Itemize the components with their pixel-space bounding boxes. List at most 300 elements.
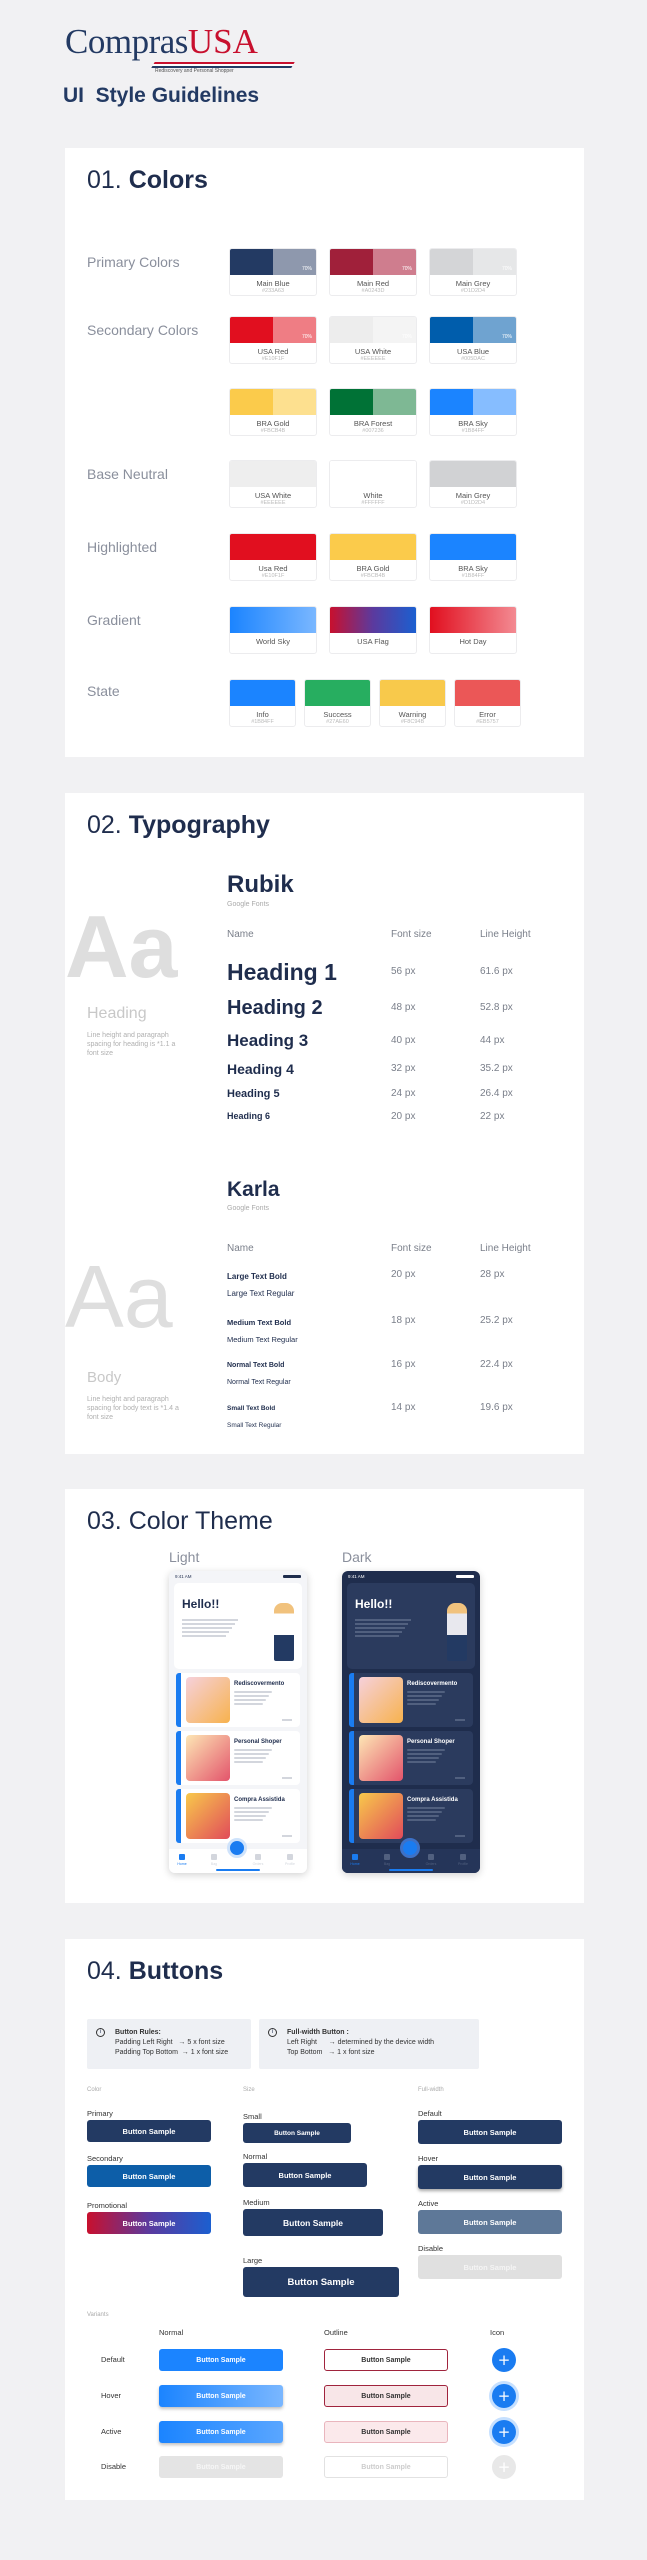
heading-sample-4: Heading 4 (227, 1061, 294, 1077)
theme-dark-label: Dark (342, 1549, 372, 1565)
brand-logo (65, 22, 258, 74)
page-title: UI Style Guidelines (63, 84, 260, 107)
nav-icon[interactable] (179, 1854, 185, 1860)
theme-card (65, 1489, 584, 1903)
col-size: Font size (391, 929, 432, 940)
swatch-name: Success (323, 710, 352, 719)
menu-card-title: Rediscovermento (234, 1681, 285, 1687)
menu-card-line (407, 1811, 442, 1813)
hero-text-line (355, 1623, 408, 1625)
swatch-name: USA Flag (357, 637, 389, 646)
colors-num: 01. (87, 166, 122, 194)
menu-card-line (234, 1699, 266, 1701)
body-regular-sample: Large Text Regular (227, 1289, 295, 1298)
swatch-color-bar (230, 607, 316, 633)
body-lineheight: 25.2 px (480, 1315, 513, 1326)
fullwidth-button-default[interactable]: Button Sample (418, 2120, 562, 2144)
swatch-color-bar (430, 534, 516, 560)
menu-card-arrow (282, 1835, 292, 1837)
menu-card-arrow (455, 1835, 465, 1837)
swatch-hex: #FBCB4B (260, 428, 286, 434)
hero-text-line (182, 1623, 235, 1625)
color-swatch (229, 388, 317, 436)
swatch-name: Main Blue (256, 279, 290, 288)
buttons-card (65, 1939, 584, 2500)
color-swatch (329, 460, 417, 508)
hero-text-line (182, 1635, 226, 1637)
color-swatch (329, 316, 417, 364)
color-swatch (429, 248, 517, 296)
variant-normal-button[interactable]: Button Sample (159, 2421, 283, 2443)
button-medium[interactable]: Button Sample (243, 2209, 383, 2236)
karla-font-name: Karla (227, 1178, 280, 1201)
menu-card-title: Rediscovermento (407, 1681, 458, 1687)
variant-normal-header: Normal (159, 2328, 184, 2337)
swatch-tone (230, 534, 316, 560)
variant-normal-button[interactable]: Button Sample (159, 2349, 283, 2371)
heading-lineheight: 22 px (480, 1111, 505, 1122)
swatch-color-bar (230, 389, 316, 415)
nav-icon[interactable] (211, 1854, 217, 1860)
shopper-illustration (274, 1603, 294, 1661)
hero-text-line (355, 1619, 411, 1621)
heading-size: 20 px (391, 1111, 416, 1122)
swatch-hex: #233A63 (261, 288, 285, 294)
menu-card-illustration (359, 1677, 403, 1723)
body-lineheight: 22.4 px (480, 1359, 513, 1370)
fullwidth-state-label: Default (418, 2109, 442, 2118)
theme-num: 03. (87, 1507, 122, 1535)
swatch-name: USA Blue (456, 347, 490, 356)
menu-card-line (407, 1753, 442, 1755)
swatch-tone (330, 389, 373, 415)
karla-source: Google Fonts (227, 1205, 270, 1212)
color-row-label: Primary Colors (87, 254, 180, 270)
swatch-name: Error (479, 710, 496, 719)
color-row-label: Base Neutral (87, 466, 168, 482)
nav-label[interactable]: Bag (210, 1862, 218, 1866)
buttons-title (87, 1957, 223, 1986)
menu-card-accent (349, 1673, 354, 1727)
hero-text-line (182, 1627, 232, 1629)
color-swatch (329, 533, 417, 581)
nav-icon[interactable] (255, 1854, 261, 1860)
menu-card-title: Compra Assistida (234, 1797, 285, 1803)
color-variant-label: Secondary (87, 2154, 123, 2163)
state-swatch (229, 679, 296, 727)
plus-icon[interactable]: + (492, 2420, 516, 2444)
state-label: State (87, 683, 120, 699)
color-swatch (329, 388, 417, 436)
color-swatch (329, 248, 417, 296)
menu-card-line (234, 1691, 272, 1693)
swatch-tone (373, 389, 416, 415)
swatch-name: BRA Sky (458, 419, 488, 428)
variant-outline-button[interactable]: Button Sample (324, 2421, 448, 2443)
nav-label[interactable]: Orders (425, 1862, 437, 1866)
heading-lineheight: 26.4 px (480, 1088, 513, 1099)
menu-card-illustration (359, 1735, 403, 1781)
menu-card-illustration (186, 1735, 230, 1781)
home-indicator (389, 1869, 433, 1871)
color-swatch (429, 533, 517, 581)
nav-icon[interactable] (384, 1854, 390, 1860)
body-size: 20 px (391, 1269, 416, 1280)
body-size: 16 px (391, 1359, 416, 1370)
rules-line-2: Padding Top Bottom → 1 x font size (115, 2049, 229, 2056)
swatch-tone (430, 389, 473, 415)
variant-state-label: Disable (101, 2462, 127, 2471)
swatch-tone (330, 317, 373, 343)
color-swatch (429, 460, 517, 508)
menu-card-line (234, 1819, 263, 1821)
plus-icon[interactable]: + (492, 2455, 516, 2479)
body-regular-sample: Small Text Regular (227, 1422, 282, 1429)
fullwidth-state-label: Hover (418, 2154, 439, 2163)
button-small[interactable]: Button Sample (243, 2123, 351, 2143)
hero-card (174, 1583, 302, 1669)
swatch-color-bar (230, 461, 316, 487)
swatch-hex: #A0243D (361, 288, 385, 294)
heading-sample-2: Heading 2 (227, 997, 323, 1019)
swatch-name: Usa Red (258, 564, 288, 573)
swatch-tone (473, 389, 516, 415)
info-icon: i (268, 2028, 277, 2037)
swatch-name: Hot Day (459, 637, 487, 646)
logo-tagline: Rediscovery and Personal Shopper (155, 68, 234, 74)
nav-label[interactable]: Profile (458, 1862, 468, 1866)
swatch-hex: #EB5757 (476, 719, 499, 725)
logo-accent: USA (187, 22, 258, 61)
heading-size: 32 px (391, 1063, 416, 1074)
body-bold-sample: Medium Text Bold (227, 1318, 292, 1327)
swatch-hex: #005DAC (461, 356, 485, 362)
body-regular-sample: Normal Text Regular (227, 1379, 291, 1386)
swatch-tone (230, 317, 273, 343)
nav-label[interactable]: Orders (252, 1862, 264, 1866)
hero-text-line (355, 1635, 399, 1637)
swatch-hex: #007236 (362, 428, 384, 434)
variant-outline-button[interactable]: Button Sample (324, 2385, 448, 2407)
fab-chat-button[interactable] (227, 1838, 247, 1858)
menu-card-line (407, 1749, 445, 1751)
menu-card-line (407, 1695, 442, 1697)
body-label: Body (87, 1369, 122, 1386)
color-swatch (229, 460, 317, 508)
swatch-hex: #FFFFFF (361, 500, 385, 506)
status-icons (456, 1575, 474, 1578)
color-variant-label: Primary (87, 2109, 113, 2118)
swatch-tone (430, 534, 516, 560)
swatch-name: Main Grey (455, 279, 491, 288)
menu-card-accent (176, 1731, 181, 1785)
variant-outline-header: Outline (324, 2328, 348, 2337)
button-primary[interactable]: Button Sample (87, 2120, 211, 2142)
swatch-color-bar (230, 534, 316, 560)
variant-state-label: Hover (101, 2391, 122, 2400)
hero-card (347, 1583, 475, 1669)
menu-card-line (234, 1807, 272, 1809)
swatch-name: BRA Sky (458, 564, 488, 573)
menu-card[interactable] (176, 1789, 300, 1843)
nav-icon[interactable] (287, 1854, 293, 1860)
plus-icon[interactable]: + (492, 2348, 516, 2372)
menu-card-line (407, 1819, 436, 1821)
swatch-percent: 70% (501, 266, 512, 272)
menu-card-accent (176, 1673, 181, 1727)
menu-card-line (234, 1815, 266, 1817)
heading-size: 24 px (391, 1088, 416, 1099)
menu-card-accent (349, 1731, 354, 1785)
info-icon: i (96, 2028, 105, 2037)
menu-card-line (234, 1811, 269, 1813)
color-swatch (229, 606, 317, 654)
full-header: Full-width (418, 2087, 444, 2093)
nav-label[interactable]: Home (177, 1862, 187, 1866)
swatch-hex: #1B84FF (251, 719, 274, 725)
swatch-percent: 70% (301, 266, 312, 272)
menu-card-illustration (186, 1793, 230, 1839)
heading-lineheight: 61.6 px (480, 965, 513, 977)
nav-icon[interactable] (460, 1854, 466, 1860)
heading-sample-1: Heading 1 (227, 959, 337, 985)
swatch-tone (430, 249, 473, 275)
swatch-name: Info (256, 710, 269, 719)
color-row-label: Highlighted (87, 539, 158, 555)
menu-card-line (234, 1757, 266, 1759)
swatch-name: USA White (354, 347, 392, 356)
variants-header: Variants (87, 2312, 109, 2318)
body-bold-sample: Small Text Bold (227, 1405, 276, 1412)
menu-card-line (234, 1753, 269, 1755)
colors-card (65, 148, 584, 757)
swatch-hex: #1B84FF (461, 428, 485, 434)
typography-title (87, 811, 270, 840)
size-header: Size (243, 2087, 255, 2093)
nav-label[interactable]: Home (350, 1862, 360, 1866)
col-lineheight-body: Line Height (480, 1243, 531, 1254)
theme-title (87, 1507, 273, 1536)
swatch-tone (330, 534, 416, 560)
phone-dark (342, 1571, 480, 1873)
color-swatch (229, 316, 317, 364)
state-swatch (454, 679, 521, 727)
col-lineheight: Line Height (480, 929, 531, 940)
button-promotional[interactable]: Button Sample (87, 2212, 211, 2234)
fullwidth-button-active[interactable]: Button Sample (418, 2210, 562, 2234)
fullwidth-button-hover[interactable]: Button Sample (418, 2165, 562, 2189)
nav-label[interactable]: Bag (383, 1862, 391, 1866)
swatch-tone (430, 461, 516, 487)
col-size-body: Font size (391, 1243, 432, 1254)
menu-card-illustration (359, 1793, 403, 1839)
nav-icon[interactable] (428, 1854, 434, 1860)
swatch-percent: 70% (401, 334, 412, 340)
fullwidth-button-disable[interactable]: Button Sample (418, 2255, 562, 2279)
swatch-color-bar (380, 680, 445, 706)
fab-chat-button[interactable] (400, 1838, 420, 1858)
body-lineheight: 19.6 px (480, 1402, 513, 1413)
menu-card-line (407, 1699, 439, 1701)
full-title: Full-width Button : (287, 2029, 349, 2036)
menu-card-line (407, 1761, 436, 1763)
color-variant-label: Promotional (87, 2201, 128, 2210)
swatch-color-bar (230, 680, 295, 706)
swatch-name: USA White (254, 491, 292, 500)
swatch-hex: #E10F1F (261, 356, 285, 362)
heading-size: 56 px (391, 965, 416, 977)
menu-card[interactable] (349, 1789, 473, 1843)
rubik-font-name: Rubik (227, 871, 294, 898)
heading-sample-6: Heading 6 (227, 1111, 271, 1121)
hero-greeting: Hello!! (182, 1597, 220, 1611)
rubik-source: Google Fonts (227, 901, 270, 908)
body-note: Line height and paragraph spacing for body text is *1.4 a font size (87, 1396, 179, 1422)
size-variant-label: Small (243, 2112, 262, 2121)
color-swatch (229, 248, 317, 296)
heading-sample-aa: Aa (65, 897, 178, 996)
swatch-percent: 70% (401, 266, 412, 272)
menu-card-line (407, 1815, 439, 1817)
phone-light (169, 1571, 307, 1873)
variant-outline-button[interactable]: Button Sample (324, 2349, 448, 2371)
rules-title: Button Rules: (115, 2029, 161, 2036)
swatch-name: BRA Gold (356, 564, 390, 573)
swatch-tone (330, 249, 373, 275)
menu-card[interactable] (349, 1731, 473, 1785)
fullwidth-rules-box (259, 2019, 479, 2069)
theme-heading: Color Theme (128, 1507, 273, 1535)
variant-normal-button[interactable]: Button Sample (159, 2385, 283, 2407)
variant-outline-button[interactable]: Button Sample (324, 2456, 448, 2478)
shopper-illustration (447, 1603, 467, 1661)
button-secondary[interactable]: Button Sample (87, 2165, 211, 2187)
heading-lineheight: 35.2 px (480, 1063, 513, 1074)
body-lineheight: 28 px (480, 1269, 505, 1280)
swatch-name: USA Red (257, 347, 289, 356)
swatch-color-bar (330, 389, 416, 415)
menu-card-line (407, 1691, 445, 1693)
swatch-color-bar (330, 461, 416, 487)
status-time: 9:41 AM (175, 1574, 192, 1579)
colors-heading: Colors (128, 166, 208, 194)
state-swatch (304, 679, 371, 727)
theme-light-label: Light (169, 1549, 200, 1565)
heading-lineheight: 44 px (480, 1034, 505, 1046)
button-large[interactable]: Button Sample (243, 2267, 399, 2297)
heading-sample-5: Heading 5 (227, 1088, 280, 1100)
swatch-percent: 70% (501, 334, 512, 340)
body-size: 14 px (391, 1402, 416, 1413)
swatch-hex: #D1D2D4 (460, 288, 486, 294)
menu-card-line (234, 1703, 263, 1705)
status-time: 9:41 AM (348, 1574, 365, 1579)
menu-card[interactable] (176, 1673, 300, 1727)
menu-card-line (407, 1757, 439, 1759)
swatch-hex: #E10F1F (261, 573, 285, 579)
typo-heading: Typography (128, 811, 270, 839)
swatch-tone (273, 389, 316, 415)
swatch-tone (330, 461, 416, 487)
home-indicator (216, 1869, 260, 1871)
variant-icon-header: Icon (490, 2328, 505, 2337)
heading-label: Heading (87, 1005, 147, 1022)
swatch-color-bar (430, 607, 516, 633)
size-variant-label: Large (243, 2256, 263, 2265)
hero-greeting: Hello!! (355, 1597, 393, 1611)
menu-card-illustration (186, 1677, 230, 1723)
color-swatch (329, 606, 417, 654)
plus-icon[interactable]: + (492, 2384, 516, 2408)
nav-label[interactable]: Profile (285, 1862, 295, 1866)
heading-note: Line height and paragraph spacing for heading is *1.1 a font size (87, 1032, 176, 1058)
color-swatch (429, 606, 517, 654)
variant-normal-button[interactable]: Button Sample (159, 2456, 283, 2478)
menu-card-line (234, 1695, 269, 1697)
variant-state-label: Default (101, 2355, 125, 2364)
heading-size: 40 px (391, 1034, 416, 1046)
menu-card-title: Personal Shoper (407, 1739, 455, 1745)
col-name: Name (227, 929, 254, 940)
heading-lineheight: 52.8 px (480, 1002, 513, 1013)
body-size: 18 px (391, 1315, 416, 1326)
variant-state-label: Active (101, 2427, 122, 2436)
typography-card (65, 793, 584, 1454)
hero-text-line (355, 1631, 402, 1633)
swatch-color-bar (430, 389, 516, 415)
swatch-name: White (363, 491, 383, 500)
menu-card-line (234, 1761, 263, 1763)
rules-box (87, 2019, 251, 2069)
color-header: Color (87, 2087, 102, 2093)
swatch-name: Main Red (356, 279, 390, 288)
hero-text-line (355, 1627, 405, 1629)
swatch-tone (230, 249, 273, 275)
button-normal[interactable]: Button Sample (243, 2163, 367, 2187)
menu-card-title: Personal Shoper (234, 1739, 282, 1745)
swatch-tone (430, 317, 473, 343)
hero-text-line (182, 1619, 238, 1621)
menu-card-accent (176, 1789, 181, 1843)
nav-icon[interactable] (352, 1854, 358, 1860)
body-regular-sample: Medium Text Regular (227, 1335, 298, 1344)
menu-card[interactable] (349, 1673, 473, 1727)
swatch-hex: #EEEEEE (360, 356, 386, 362)
swatch-hex: #FBCB4B (360, 573, 386, 579)
menu-card-title: Compra Assistida (407, 1797, 458, 1803)
swatch-name: BRA Gold (256, 419, 290, 428)
menu-card-arrow (455, 1719, 465, 1721)
buttons-heading: Buttons (128, 1957, 224, 1985)
logo-main: Compras (65, 22, 188, 61)
swatch-name: BRA Forest (353, 419, 393, 428)
swatch-hex: #F8C94B (400, 719, 425, 725)
col-name-body: Name (227, 1243, 254, 1254)
swatch-color-bar (430, 461, 516, 487)
color-swatch (229, 533, 317, 581)
swatch-name: Warning (398, 710, 427, 719)
menu-card-accent (349, 1789, 354, 1843)
swatch-color-bar (330, 534, 416, 560)
swatch-color-bar (330, 607, 416, 633)
body-bold-sample: Normal Text Bold (227, 1362, 285, 1369)
body-bold-sample: Large Text Bold (227, 1272, 287, 1281)
color-swatch (429, 316, 517, 364)
menu-card[interactable] (176, 1731, 300, 1785)
full-line-2: Top Bottom → 1 x font size (287, 2049, 375, 2056)
menu-card-line (407, 1703, 436, 1705)
menu-card-line (234, 1749, 272, 1751)
